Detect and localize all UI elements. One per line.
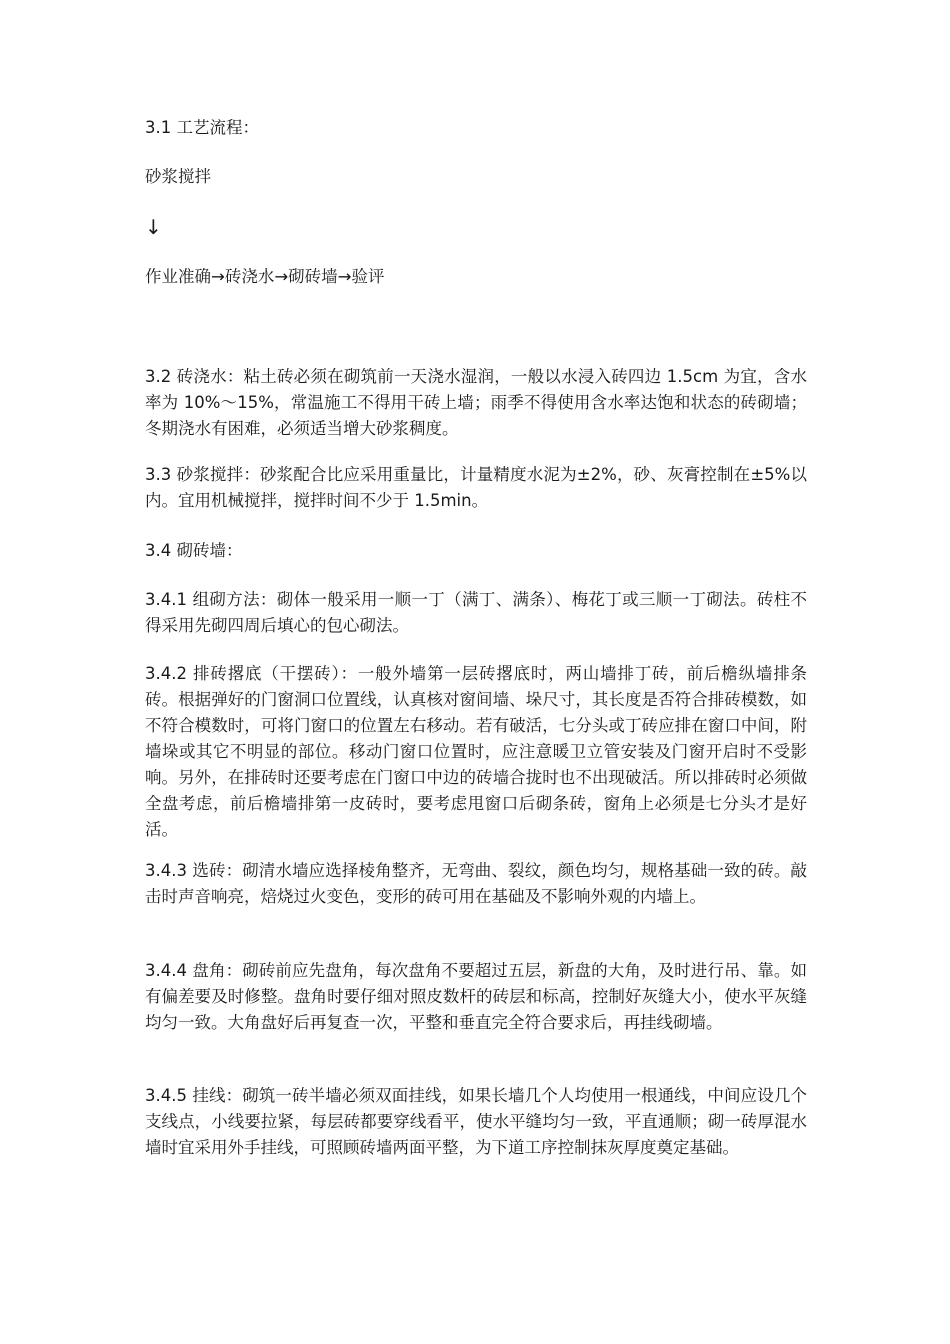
- flow-steps-row: 作业准确→砖浇水→砌砖墙→验评: [145, 267, 385, 286]
- paragraph-3-4-4: 3.4.4 盘角：砌砖前应先盘角，每次盘角不要超过五层，新盘的大角，及时进行吊、靠。如有偏差要及时修整。盘角时要仔细对照皮数杆的砖层和标高，控制好灰缝大小，使水平灰缝均匀一致。大角盘好后再复查一次，平整和垂直完全符合要求后，再挂线砌墙。: [145, 961, 807, 1032]
- paragraph-3-4-1: 3.4.1 组砌方法：砌体一般采用一顺一丁（满丁、满条）、梅花丁或三顺一丁砌法。砖柱不得采用先砌四周后填心的包心砌法。: [145, 590, 807, 635]
- paragraph-3-2: 3.2 砖浇水：粘土砖必须在砌筑前一天浇水湿润，一般以水浸入砖四边 1.5cm 为宜，含水率为 10%～15%，常温施工不得用干砖上墙；雨季不得使用含水率达饱和状态的砖砌墙；冬期浇水有困难，必须适当增大砂浆稠度。: [145, 367, 807, 438]
- flow-down-arrow-icon: ↓: [145, 215, 162, 239]
- flow-title: 3.1 工艺流程：: [145, 118, 259, 137]
- paragraph-3-4-3: 3.4.3 选砖：砌清水墙应选择棱角整齐，无弯曲、裂纹，颜色均匀，规格基础一致的砖。敲击时声音响亮，焙烧过火变色，变形的砖可用在基础及不影响外观的内墙上。: [145, 861, 807, 906]
- flow-step-mortar-mixing: 砂浆搅拌: [145, 167, 211, 186]
- paragraph-3-4-5: 3.4.5 挂线：砌筑一砖半墙必须双面挂线，如果长墙几个人均使用一根通线，中间应设几个支线点，小线要拉紧，每层砖都要穿线看平，使水平缝均匀一致，平直通顺；砌一砖厚混水墙时宜采用外手挂线，可照顾砖墙两面平整，为下道工序控制抹灰厚度奠定基础。: [145, 1086, 807, 1157]
- paragraph-3-3: 3.3 砂浆搅拌：砂浆配合比应采用重量比，计量精度水泥为±2%，砂、灰膏控制在±5%以内。宜用机械搅拌，搅拌时间不少于 1.5min。: [145, 465, 807, 510]
- paragraph-3-4: 3.4 砌砖墙：: [145, 541, 243, 560]
- paragraph-3-4-2: 3.4.2 排砖撂底（干摆砖）：一般外墙第一层砖撂底时，两山墙排丁砖，前后檐纵墙排条砖。根据弹好的门窗洞口位置线，认真核对窗间墙、垛尺寸，其长度是否符合排砖模数，如不符合模数时，可将门窗口的位置左右移动。若有破活，七分头或丁砖应排在窗口中间，附墙垛或其它不明显的部位。移动门窗口位置时，应注意暖卫立管安装及门窗开启时不受影响。另外，在排砖时还要考虑在门窗口中边的砖墙合拢时也不出现破活。所以排砖时必须做全盘考虑，前后檐墙排第一皮砖时，要考虑甩窗口后砌条砖，窗角上必须是七分头才是好活。: [145, 664, 807, 839]
